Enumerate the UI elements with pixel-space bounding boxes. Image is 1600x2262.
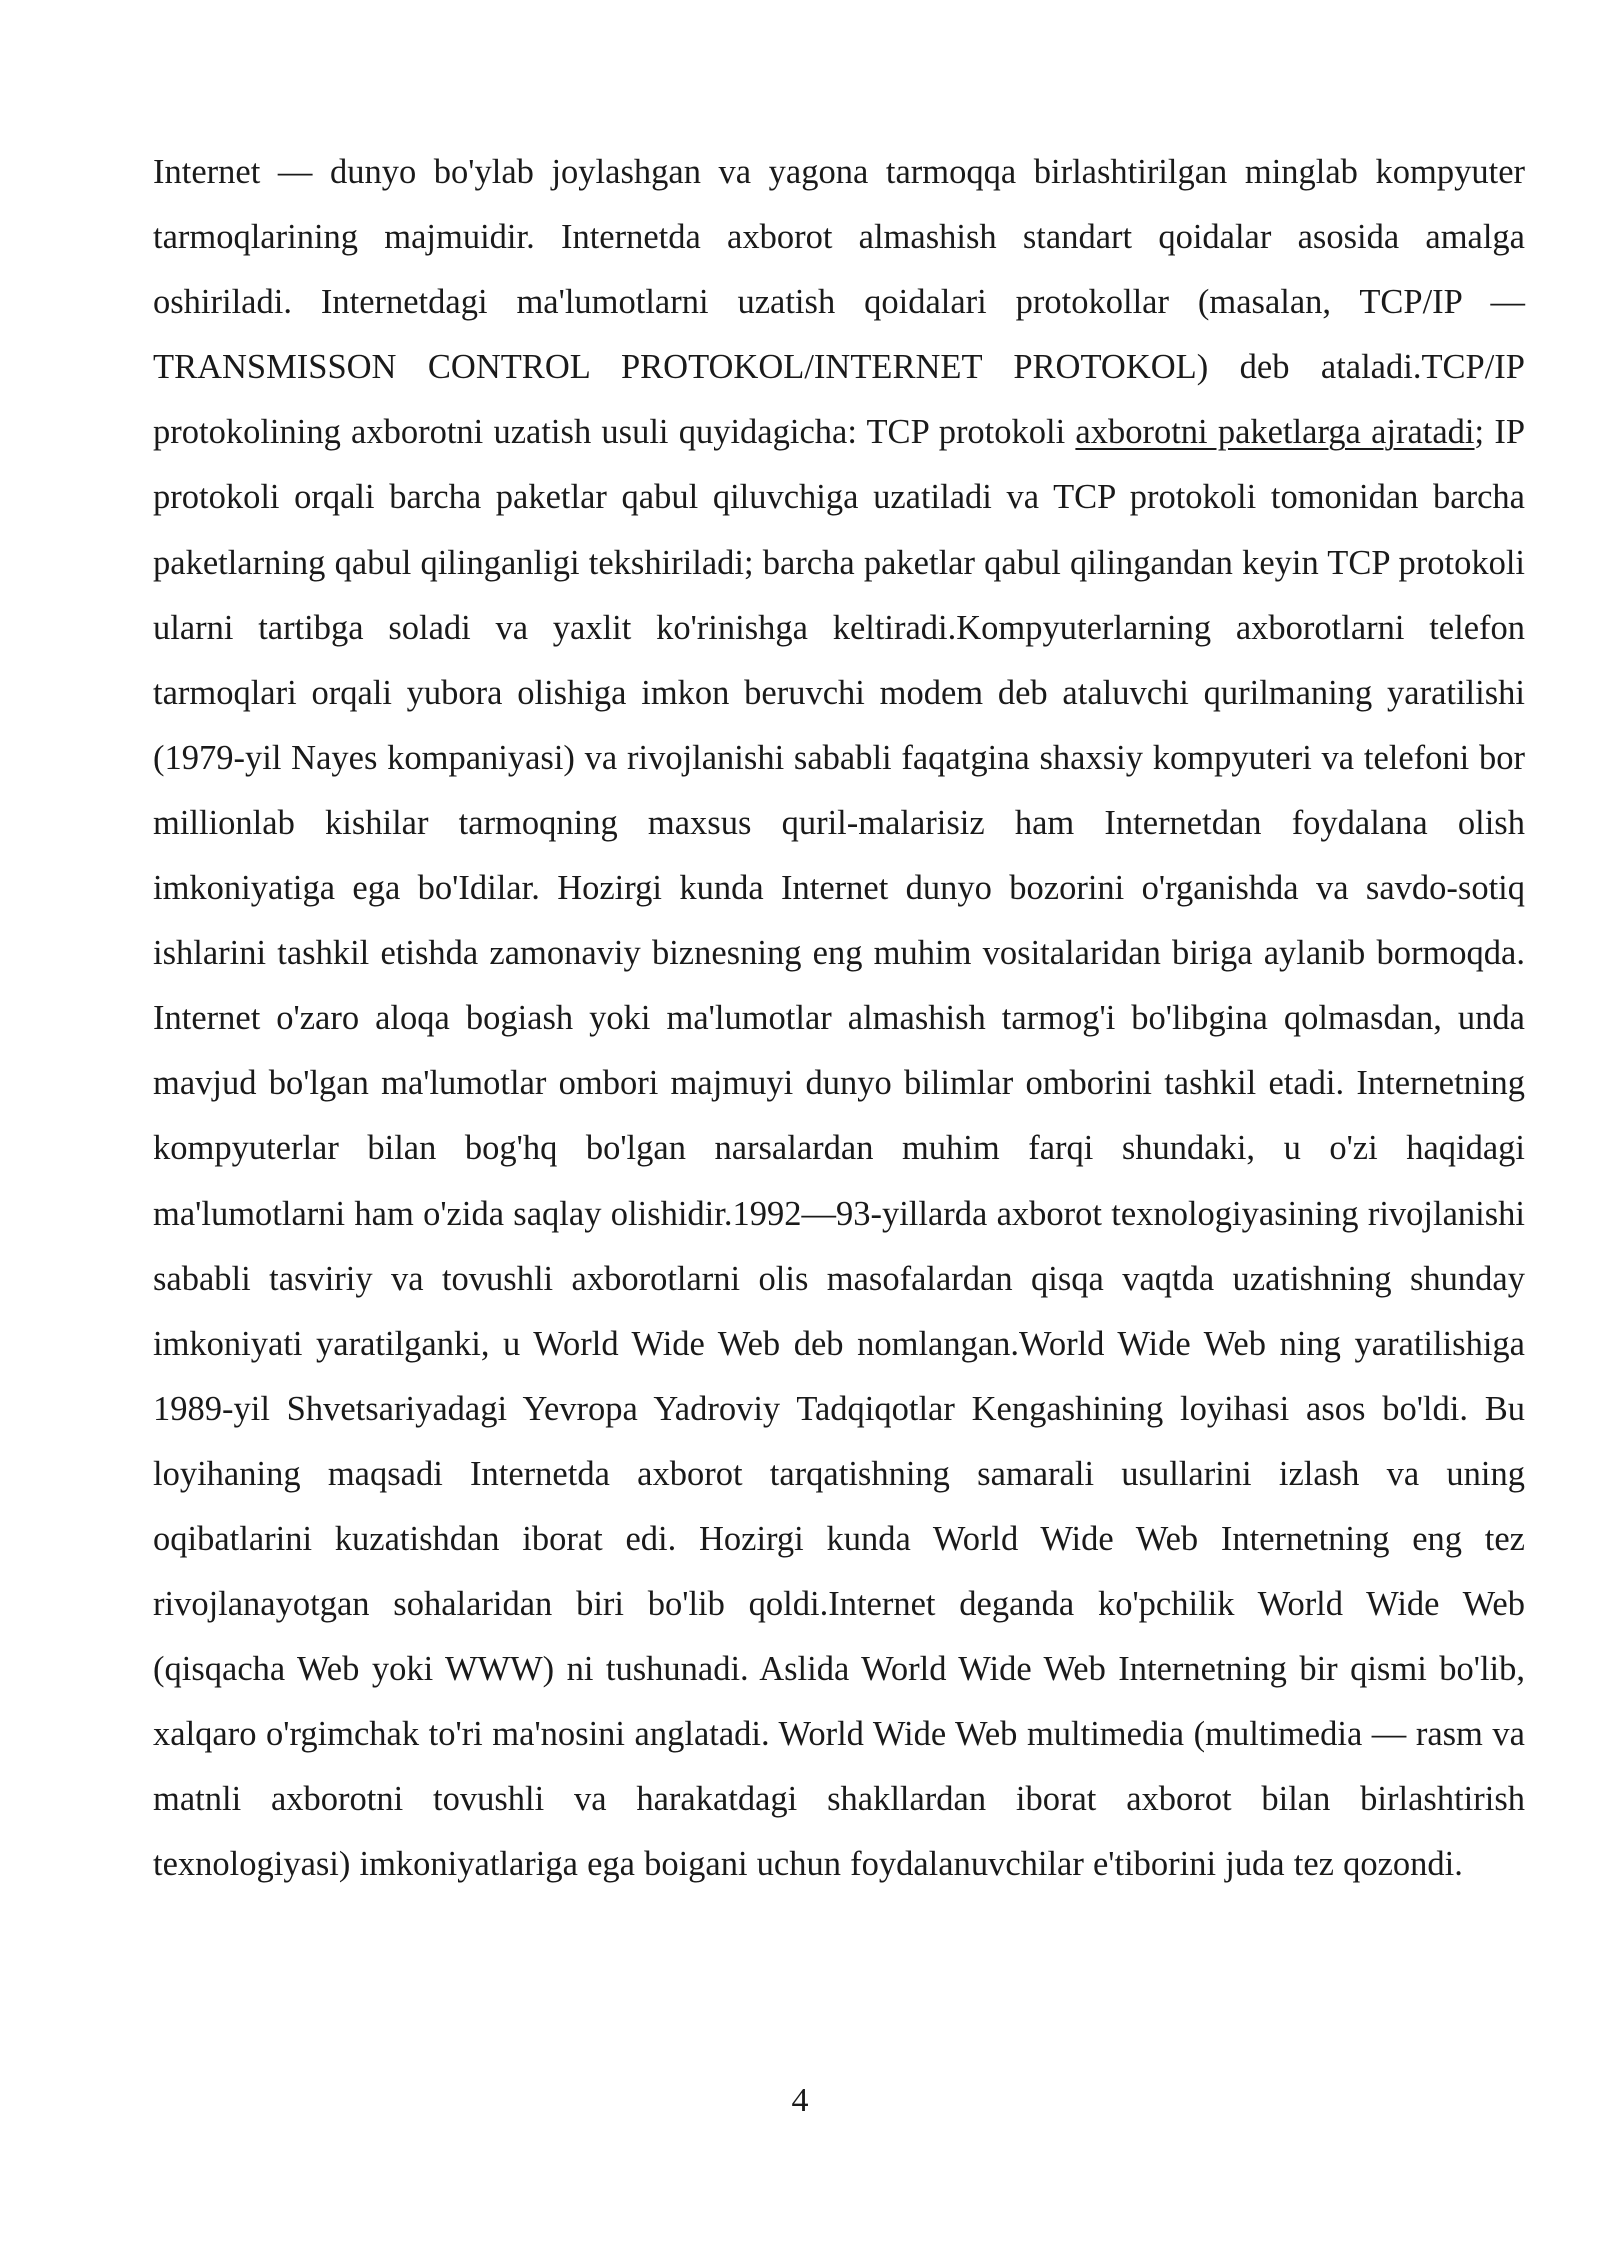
- page-number: 4: [791, 2082, 809, 2119]
- paragraph-text-end: ; IP protokoli orqali barcha paketlar qabul qiluvchiga uzatiladi va TCP protokoli tomonidan barcha paketlarning qabul qilinganligi tekshiriladi; barcha paketlar qabul qilingandan keyin TCP protokoli ularni tartibga soladi va yaxlit ko'rinishga keltiradi.Kompyuterlarning axborotlarni telefon tarmoqlari orqali yubora olishiga imkon beruvchi modem deb ataluvchi qurilmaning yaratilishi (1979-yil Nayes kompaniyasi) va rivojlanishi sababli faqatgina shaxsiy kompyuteri va telefoni bor millionlab kishilar tarmoqning maxsus quril-malarisiz ham Internetdan foydalana olish imkoniyatiga ega bo'Idilar. Hozirgi kunda Internet dunyo bozorini o'rganishda va savdo-sotiq ishlarini tashkil etishda zamonaviy biznesning eng muhim vositalaridan biriga aylanib bormoqda. Internet o'zaro aloqa bogiash yoki ma'lumotlar almashish tarmog'i bo'libgina qolmasdan, unda mavjud bo'lgan ma'lumotlar ombori majmuyi dunyo bilimlar omborini tashkil etadi. Internetning kompyuterlar bilan bog'hq bo'lgan narsalardan muhim farqi shundaki, u o'zi haqidagi ma'lumotlarni ham o'zida saqlay olishidir.1992—93-yillarda axborot texnologiyasining rivojlanishi sababli tasviriy va tovushli axborotlarni olis masofalardan qisqa vaqtda uzatishning shunday imkoniyati yaratilganki, u World Wide Web deb nomlangan.World Wide Web ning yaratilishiga 1989-yil Shvetsariyadagi Yevropa Yadroviy Tadqiqotlar Kengashining loyihasi asos bo'ldi. Bu loyihaning maqsadi Internetda axborot tarqatishning samarali usullarini izlash va uning oqibatlarini kuzatishdan iborat edi. Hozirgi kunda World Wide Web Internetning eng tez rivojlanayotgan sohalaridan biri bo'lib qoldi.Internet deganda ko'pchilik World Wide Web (qisqacha Web yoki WWW) ni tushunadi. Aslida World Wide Web Internetning bir qismi bo'lib, xalqaro o'rgimchak to'ri ma'nosini anglatadi. World Wide Web multimedia (multimedia — rasm va matnli axborotni tovushli va harakatdagi shakllardan iborat axborot bilan birlashtirish texnologiyasi) imkoniyatlariga ega boigani uchun foydalanuvchilar e'tiborini juda tez qozondi.: [153, 413, 1526, 1884]
- body-paragraph: [153, 140, 1525, 1898]
- underlined-link[interactable]: axborotni paketlarga ajratadi: [1075, 413, 1475, 452]
- paragraph-text-start: Internet — dunyo bo'ylab joylashgan va yagona tarmoqqa birlashtirilgan minglab kompyuter tarmoqlarining majmuidir. Internetda axborot almashish standart qoidalar asosida amalga oshiriladi. Internetdagi ma'lumotlarni uzatish qoidalari protokollar (masalan, TCP/IP —TRANSMISSON CONTROL PROTOKOL/INTERNET PROTOKOL) deb ataladi.TCP/IP protokolining axborotni uzatish usuli quyidagicha: TCP protokoli: [153, 153, 1525, 452]
